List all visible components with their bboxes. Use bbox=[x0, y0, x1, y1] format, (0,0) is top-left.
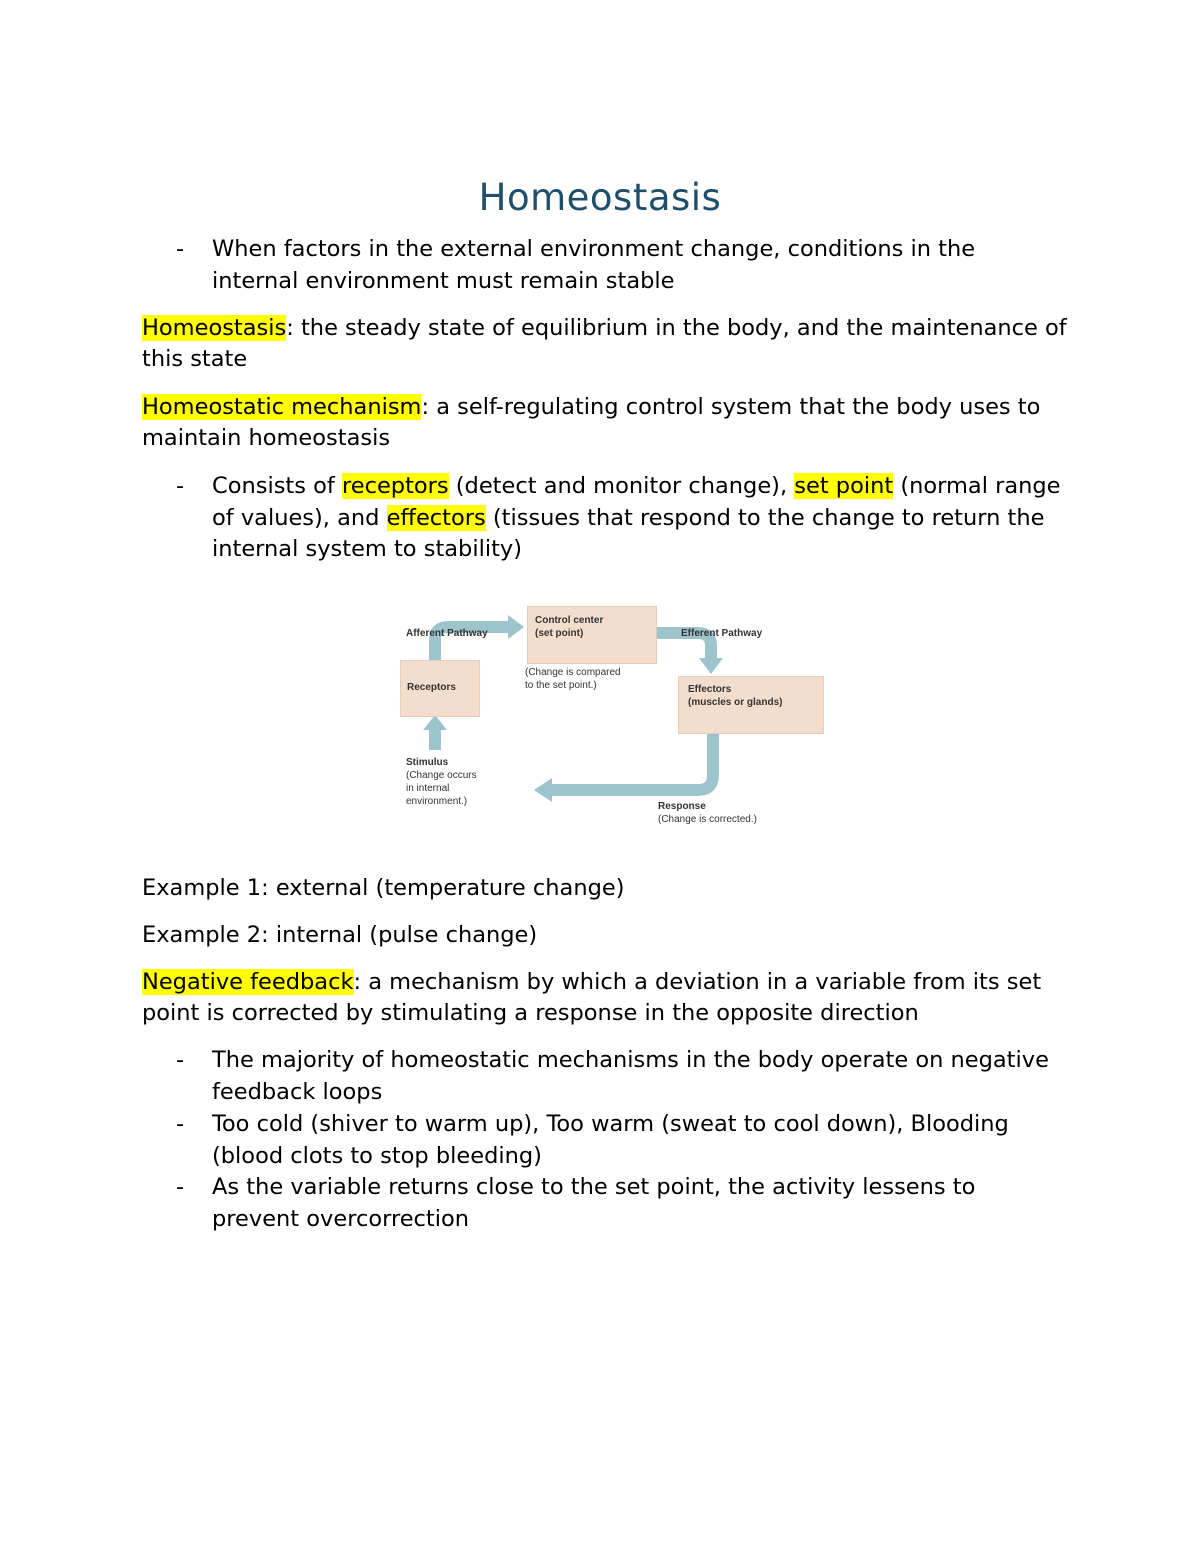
receptors-label: Receptors bbox=[407, 682, 456, 693]
text-run: (detect and monitor change), bbox=[448, 473, 795, 499]
efferent-label: Efferent Pathway bbox=[681, 628, 763, 639]
afferent-label: Afferent Pathway bbox=[406, 628, 488, 639]
effectors-subtitle: (muscles or glands) bbox=[688, 697, 783, 708]
definition-text: : a self-regulating control system that the body uses to maintain homeostasis bbox=[142, 394, 1041, 451]
effectors-title: Effectors bbox=[688, 684, 732, 695]
bullet-dash: - bbox=[176, 236, 185, 262]
highlighted-term: set point bbox=[794, 473, 894, 499]
example-2: Example 2: internal (pulse change) bbox=[142, 922, 538, 948]
control-note-line-1: (Change is compared bbox=[525, 667, 621, 678]
highlighted-term: effectors bbox=[386, 504, 486, 531]
highlighted-term: Homeostasis bbox=[142, 315, 287, 341]
bullet-text bbox=[212, 471, 1062, 566]
text-run: (tissues that respond to the change to return the internal system to stability) bbox=[212, 504, 1045, 562]
bullet-text: As the variable returns close to the set point, the activity lessens to prevent overcorrection bbox=[212, 1174, 976, 1232]
stimulus-line-2: in internal bbox=[406, 783, 450, 794]
response-title: Response bbox=[658, 801, 706, 812]
control-center-title: Control center bbox=[535, 615, 604, 626]
response-arrow bbox=[550, 732, 713, 790]
stimulus-line-1: (Change occurs bbox=[406, 770, 477, 781]
definition-homeostasis bbox=[142, 313, 1072, 375]
response-arrowhead bbox=[534, 778, 552, 802]
afferent-arrowhead bbox=[508, 615, 524, 639]
highlighted-term: receptors bbox=[341, 473, 449, 499]
example-1: Example 1: external (temperature change) bbox=[142, 875, 625, 901]
stimulus-line-3: environment.) bbox=[406, 796, 468, 807]
stimulus-title: Stimulus bbox=[406, 757, 449, 768]
bullet-text: Too cold (shiver to warm up), Too warm (sweat to cool down), Blooding (blood clots to stop bleeding) bbox=[212, 1111, 1009, 1169]
feedback-loop-diagram bbox=[400, 600, 830, 835]
control-center-subtitle: (set point) bbox=[535, 628, 584, 639]
definition-homeostatic-mechanism bbox=[142, 392, 1072, 454]
highlighted-term: Negative feedback bbox=[142, 969, 354, 995]
control-note-line-2: to the set point.) bbox=[525, 680, 597, 691]
response-subtitle: (Change is corrected.) bbox=[658, 814, 757, 825]
bullet-dash: - bbox=[176, 473, 185, 499]
stimulus-arrowhead bbox=[423, 715, 447, 730]
highlighted-term: Homeostatic mechanism bbox=[142, 394, 422, 420]
definition-text: : the steady state of equilibrium in the body, and the maintenance of this state bbox=[142, 315, 1067, 372]
text-run: Consists of bbox=[212, 473, 342, 499]
bullet-dash: - bbox=[176, 1047, 185, 1073]
definition-negative-feedback bbox=[142, 967, 1072, 1029]
page-title: Homeostasis bbox=[478, 176, 722, 219]
bullet-dash: - bbox=[176, 1111, 185, 1137]
efferent-arrowhead bbox=[699, 658, 723, 674]
bullet-text: When factors in the external environment change, conditions in the internal environment must remain stable bbox=[212, 236, 976, 294]
bullet-dash: - bbox=[176, 1174, 185, 1200]
text-run: (normal range of values), and bbox=[212, 473, 1061, 531]
bullet-text: The majority of homeostatic mechanisms in the body operate on negative feedback loops bbox=[212, 1047, 1049, 1105]
definition-text: : a mechanism by which a deviation in a variable from its set point is corrected by stimulating a response in the opposite direction bbox=[142, 969, 1042, 1026]
